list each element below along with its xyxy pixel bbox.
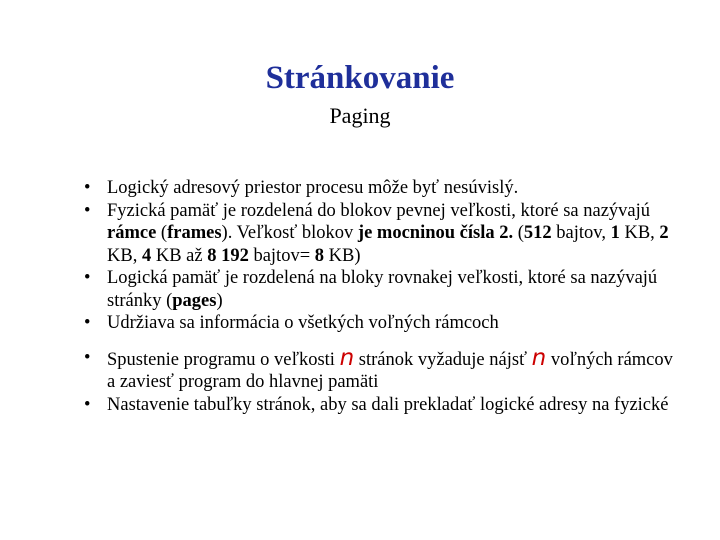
variable-n: n — [339, 344, 355, 371]
emphasis-4: 4 — [141, 245, 152, 266]
bullet-text: KB) — [324, 245, 361, 266]
bullet-text: bajtov= — [248, 245, 315, 266]
bullet-text: Udržiava sa informácia o všetkých voľných rámcoch — [107, 313, 499, 333]
bullet-list — [84, 177, 684, 416]
bullet-text: KB, — [619, 223, 660, 243]
bullet-page-table — [84, 394, 684, 417]
bullet-text: Spustenie programu o veľkosti — [107, 349, 340, 370]
bullet-text: bajtov, — [551, 223, 611, 243]
bullet-program-start — [84, 344, 684, 394]
bullet-text: KB, — [107, 245, 142, 266]
bullet-free-frames — [84, 312, 684, 335]
bullet-text: voľných rámcov a zaviesť program do hlavnej pamäti — [107, 349, 673, 392]
bullet-text: ). Veľkosť blokov — [221, 223, 358, 243]
bullet-logical-pages — [84, 267, 684, 312]
bullet-logical-space — [84, 177, 684, 200]
bullet-text: Fyzická pamäť je rozdelená do blokov pevnej veľkosti, ktoré sa nazývajú — [107, 200, 651, 221]
emphasis-frames: frames — [167, 223, 222, 243]
emphasis-8192: 8 192 — [207, 245, 249, 266]
bullet-text: ) — [216, 290, 223, 311]
bullet-text: KB až — [151, 245, 208, 266]
bullet-text: stránok vyžaduje nájsť — [354, 349, 532, 370]
bullet-text: Nastavenie tabuľky stránok, aby sa dali prekladať logické adresy na fyzické — [107, 394, 669, 415]
bullet-text: Logický adresový priestor procesu môže byť nesúvislý. — [107, 178, 519, 198]
emphasis-ramce: rámce — [107, 223, 157, 243]
emphasis-power-of-two: je mocninou čísla 2. — [357, 223, 514, 243]
emphasis-2: 2 — [659, 223, 669, 243]
bullet-text: ( — [156, 223, 168, 243]
emphasis-512: 512 — [523, 223, 552, 243]
slide-title: Stránkovanie — [265, 60, 455, 96]
variable-n: n — [531, 344, 547, 371]
bullet-text: ( — [513, 223, 524, 243]
emphasis-1: 1 — [610, 223, 620, 243]
emphasis-pages: pages — [172, 290, 217, 311]
bullet-physical-frames — [84, 200, 684, 268]
emphasis-8: 8 — [314, 245, 325, 266]
slide-subtitle: Paging — [329, 103, 391, 128]
bullet-text: Logická pamäť je rozdelená na bloky rovnakej veľkosti, ktoré sa nazývajú stránky ( — [107, 268, 658, 311]
